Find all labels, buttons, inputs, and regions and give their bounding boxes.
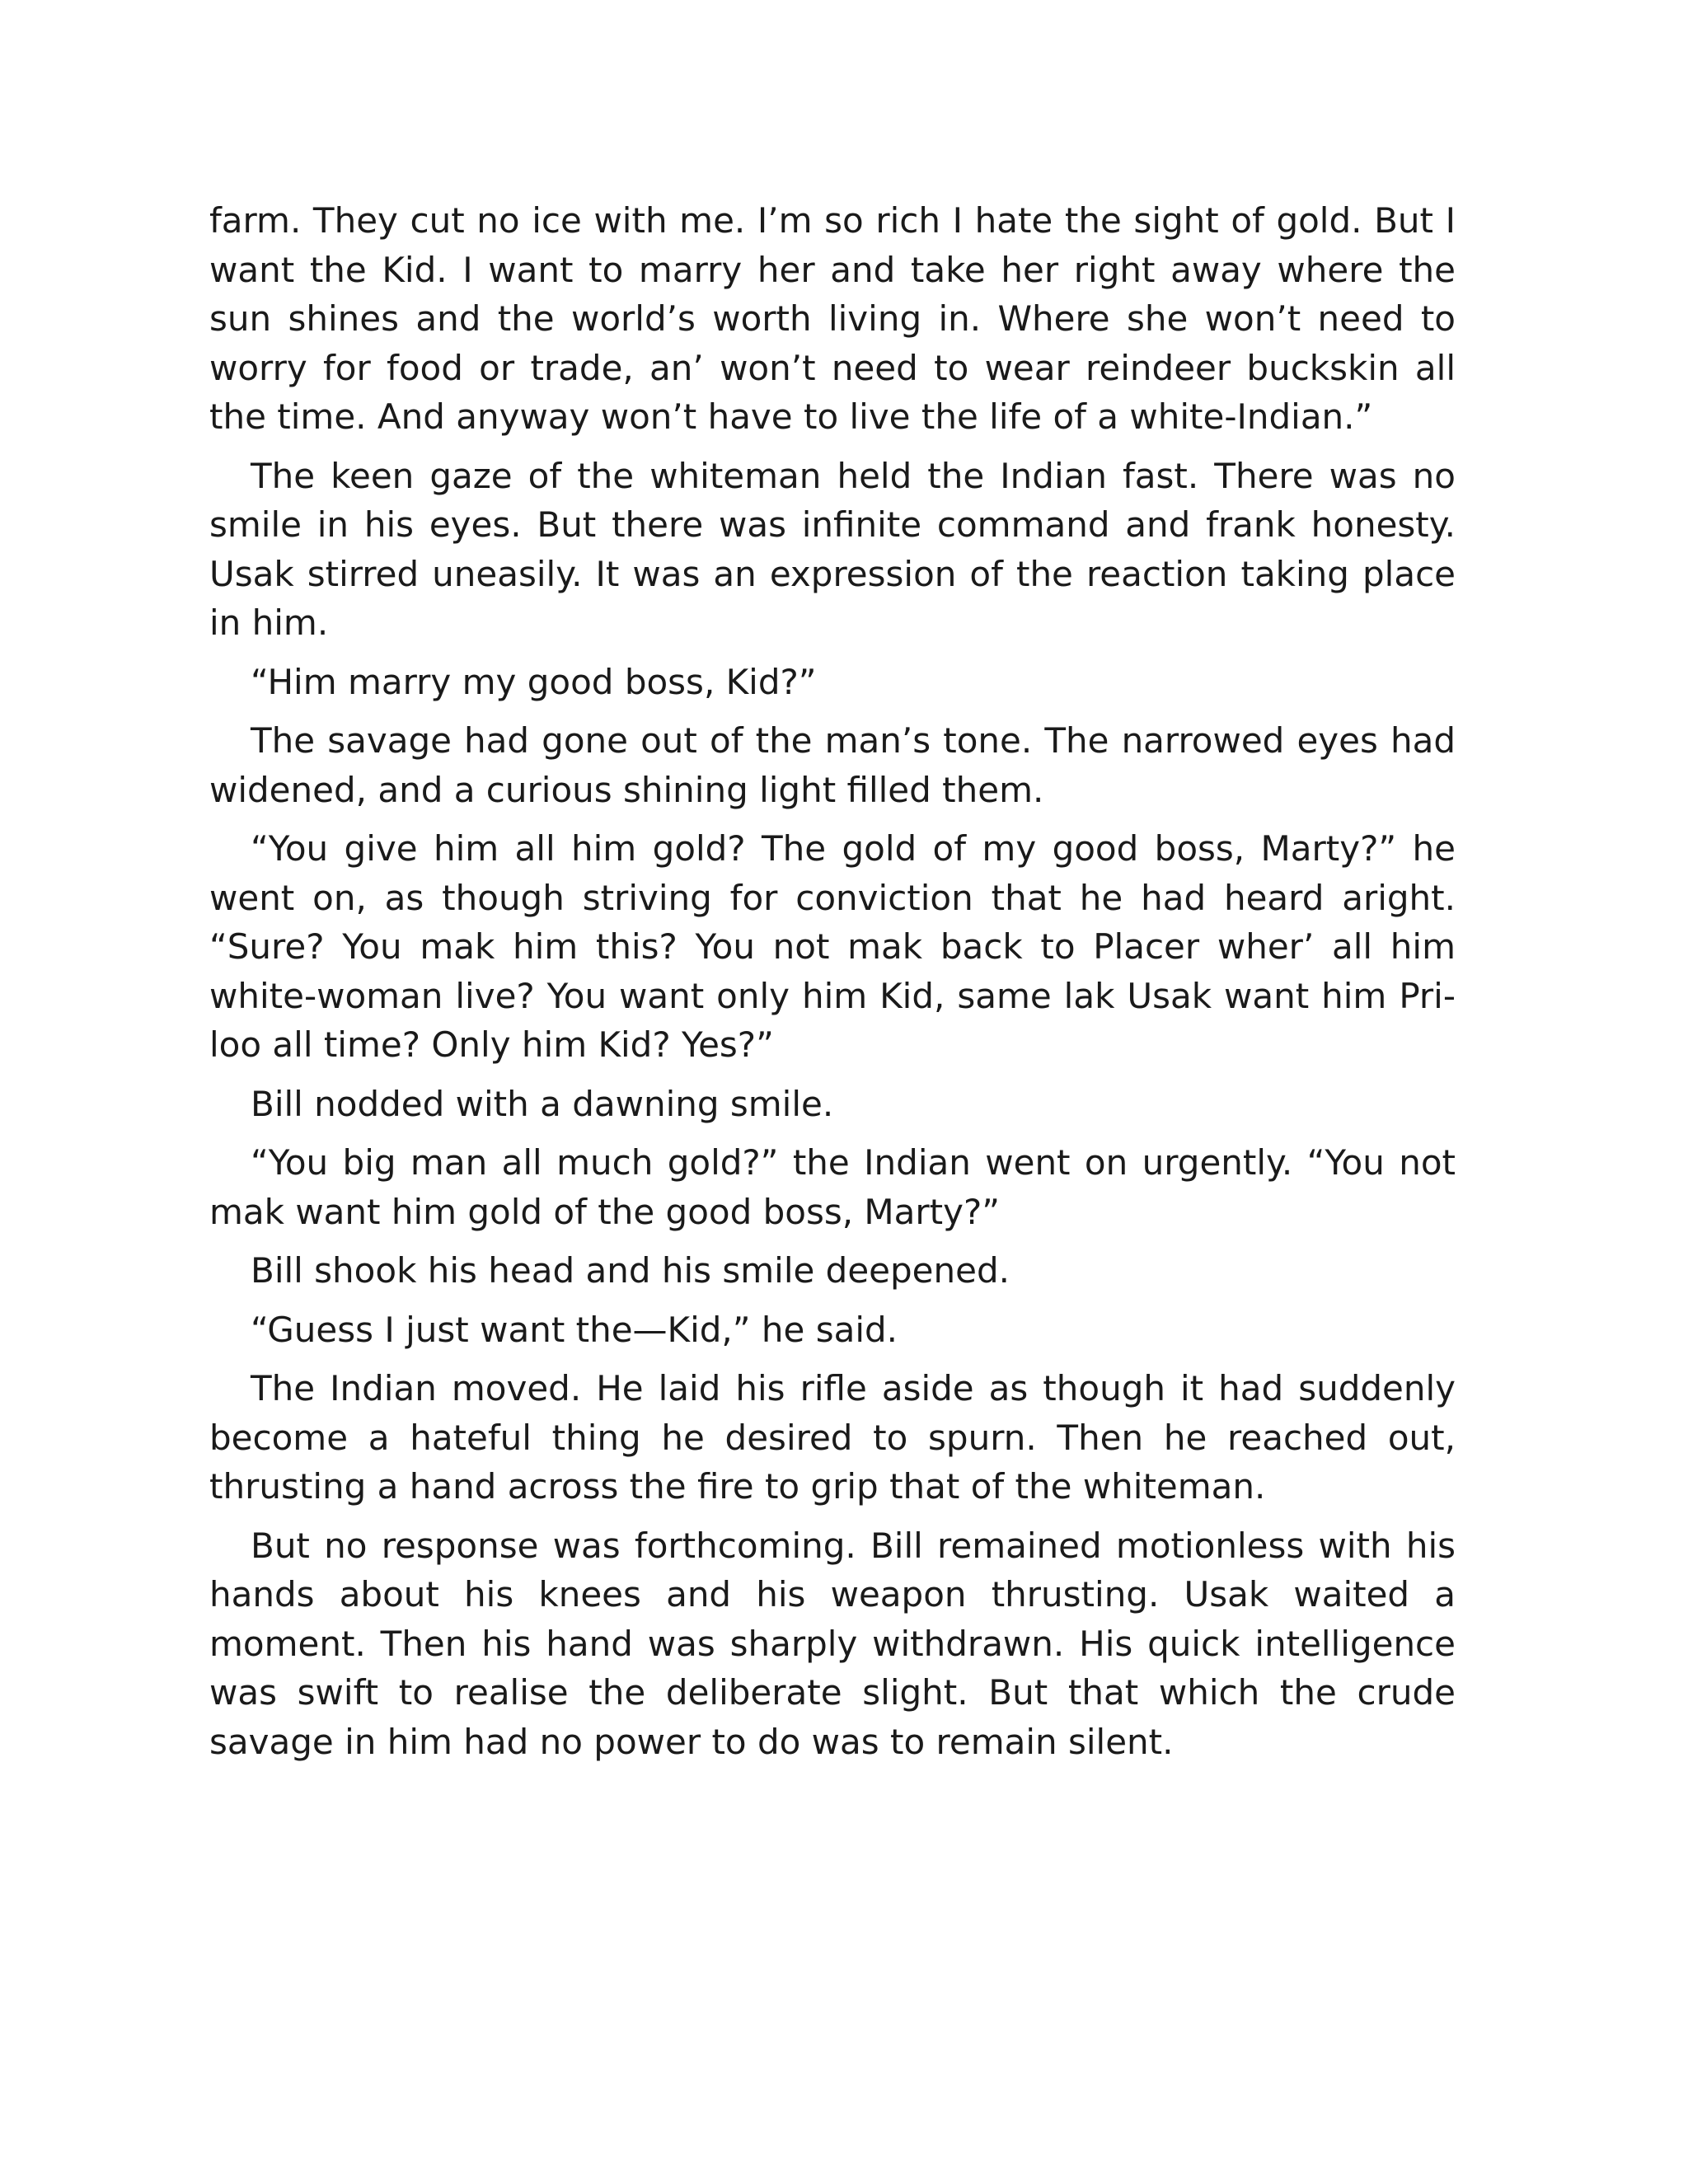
paragraph: The keen gaze of the whiteman held the Indian fast. There was no smile in his eyes. But there was infinite command and frank honesty. Usak stirred uneasily. It was an expression of the reaction taking place in him. [209, 455, 1456, 643]
paragraph-dialogue: “Guess I just want the—Kid,” he said. [251, 1309, 898, 1350]
paragraph-dialogue: “Him marry my good boss, Kid?” [251, 661, 817, 702]
book-page-body [209, 196, 1456, 1776]
paragraph: Bill nodded with a dawning smile. [251, 1083, 834, 1124]
paragraph-dialogue: “You give him all him gold? The gold of my good boss, Marty?” he went on, as though striving for conviction that he had heard aright. “Sure? You mak him this? You not mak back to Placer wher’ all him white-woman live? You want only him Kid, same lak Usak want him Pri-loo all time? Only him Kid? Yes?” [209, 828, 1456, 1065]
paragraph: Bill shook his head and his smile deepened. [251, 1250, 1010, 1291]
paragraph: But no response was forthcoming. Bill remained motionless with his hands about his knees and his weapon thrusting. Usak waited a moment. Then his hand was sharply withdrawn. His quick intelligence was swift to realise the deliberate slight. But that which the crude savage in him had no power to do was to remain silent. [209, 1525, 1456, 1762]
paragraph: The Indian moved. He laid his rifle aside as though it had suddenly become a hateful thing he desired to spurn. Then he reached out, thrusting a hand across the fire to grip that of the whiteman. [209, 1368, 1456, 1507]
paragraph: The savage had gone out of the man’s tone. The narrowed eyes had widened, and a curious shining light filled them. [209, 720, 1456, 810]
paragraph-continued: farm. They cut no ice with me. I’m so rich I hate the sight of gold. But I want the Kid. I want to marry her and take her right away where the sun shines and the world’s worth living in. Where she won’t need to worry for food or trade, an’ won’t need to wear reindeer buckskin all the time. And anyway won’t have to live the life of a white-Indian.” [209, 200, 1456, 437]
paragraph-dialogue: “You big man all much gold?” the Indian went on urgently. “You not mak want him gold of the good boss, Marty?” [209, 1142, 1456, 1232]
